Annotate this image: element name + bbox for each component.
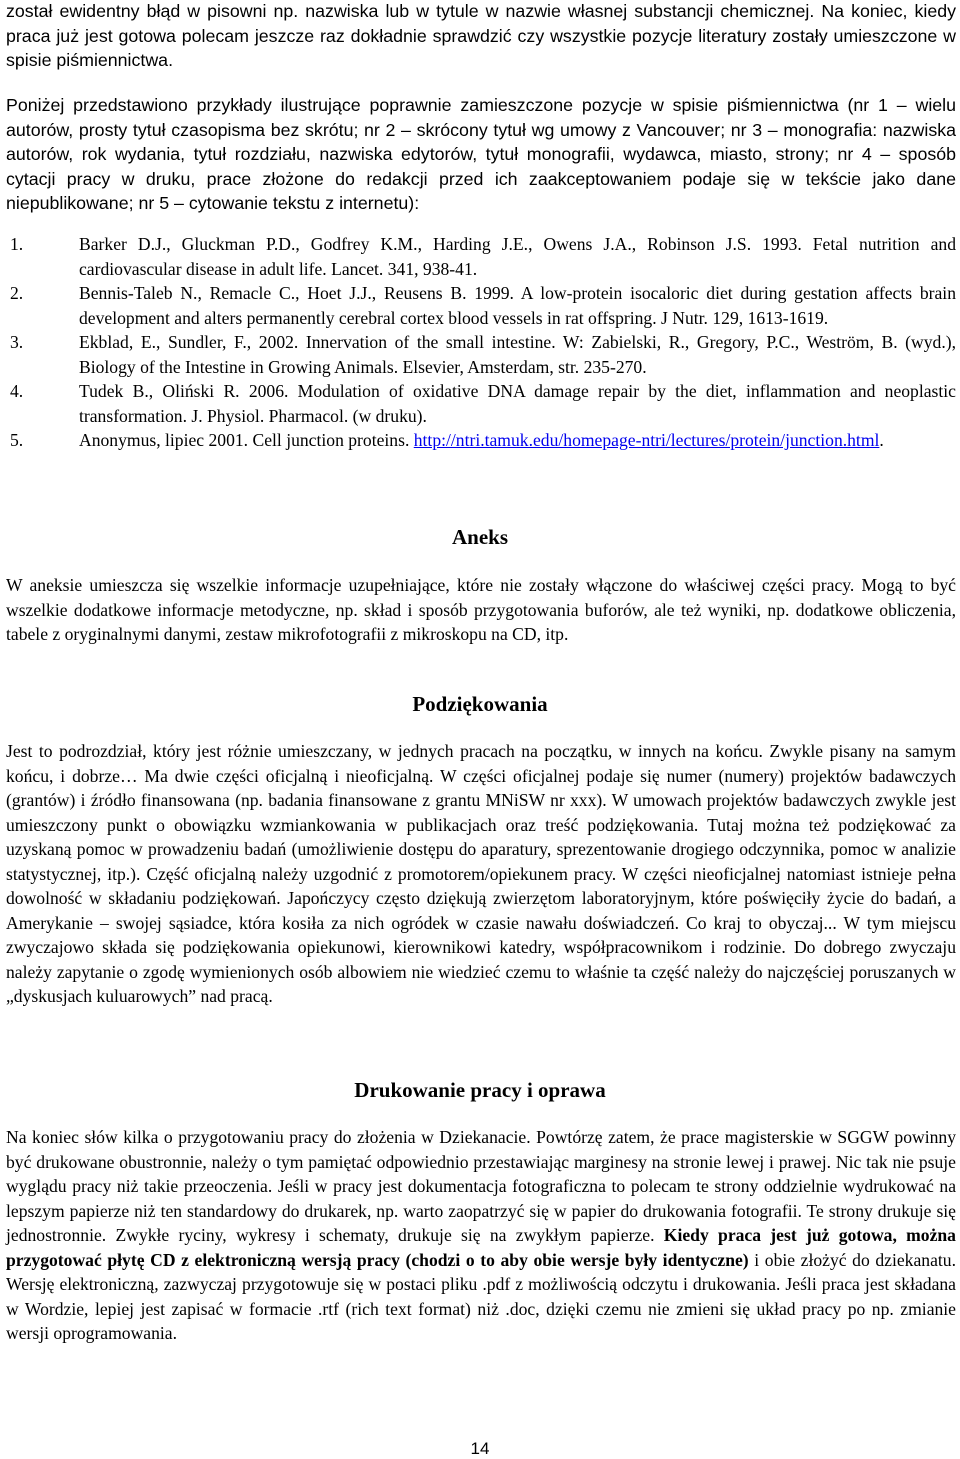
drukowanie-text-end: i obie złożyć do dziekanatu. Wersję elektroniczną, zazwyczaj przygotowuje się w postaci pliku .pdf z możliwością odczytu i drukowania. Jeśli praca jest składana w Wordzie, lepiej jest zapisać w formacie .rtf (rich text format) niż .doc, dzięki czemu nie zmieni się układ pracy po np. zmianie wersji oprogramowania. — [6, 1249, 956, 1343]
reference-item — [6, 232, 956, 281]
reference-number: 1. — [10, 234, 24, 254]
drukowanie-paragraph — [6, 1125, 956, 1346]
reference-text: Tudek B., Oliński R. 2006. Modulation of oxidative DNA damage repair by the diet, inflammation and neoplastic transformation. J. Physiol. Pharmacol. (w druku). — [79, 381, 956, 426]
reference-text-end: . — [879, 430, 884, 450]
reference-url-link[interactable]: http://ntri.tamuk.edu/homepage-ntri/lectures/protein/junction.html — [413, 430, 880, 450]
reference-text: Bennis-Taleb N., Remacle C., Hoet J.J., Reusens B. 1999. A low-protein isocaloric diet during gestation affects brain development and alters permanently cerebral cortex blood vessels in rat offspring. J Nutr. 129, 1613-1619. — [79, 283, 956, 328]
reference-number: 5. — [10, 430, 24, 450]
aneks-heading: Aneks — [451, 525, 509, 549]
examples-paragraph: Poniżej przedstawiono przykłady ilustrujące poprawnie zamieszczone pozycje w spisie piśmiennictwa (nr 1 – wielu autorów, prosty tytuł czasopisma bez skrótu; nr 2 – skrócony tytuł wg umowy z Vancouver; nr 3 – monografia: nazwiska autorów, rok wydania, tytuł rozdziału, nazwiska edytorów, tytuł monografii, wydawca, miasto, strony; nr 4 – sposób cytacji pracy w druku, prace złożone do redakcji przed ich zaakceptowaniem podaje się w tekście jako dane niepublikowane; nr 5 – cytowanie tekstu z internetu): — [6, 95, 956, 213]
drukowanie-text-start: Na koniec słów kilka o przygotowaniu pracy do złożenia w Dziekanacie. Powtórzę zatem, że prace magisterskie w SGGW powinny być drukowane obustronnie, należy o tym pamiętać odpowiednio przestawiając marginesy na stronie lewej i prawej. Nic tak nie psuje wyglądu pracy niż takie przeoczenia. Jeśli w pracy jest dokumentacja fotograficzna to polecam te strony oddzielnie wydrukować na lepszym papierze niż ten standardowy do drukarek, np. warto zaopatrzyć się w papier do drukowania fotografii. Te strony drukuje się jednostronnie. Zwykłe ryciny, wykresy i schematy, drukuje się na zwykłym papierze. — [6, 1127, 956, 1245]
reference-item — [6, 281, 956, 330]
reference-item — [6, 330, 956, 379]
reference-number: 2. — [10, 283, 24, 303]
reference-number: 4. — [10, 381, 24, 401]
drukowanie-heading: Drukowanie pracy i oprawa — [354, 1078, 606, 1102]
intro-paragraph: został ewidentny błąd w pisowni np. nazwiska lub w tytule w nazwie własnej substancji chemicznej. Na koniec, kiedy praca już jest gotowa polecam jeszcze raz dokładnie sprawdzić czy wszystkie pozycje literatury zostały umieszczone w spisie piśmiennictwa. — [6, 1, 956, 70]
aneks-paragraph: W aneksie umieszcza się wszelkie informacje uzupełniające, które nie zostały włączone do właściwej części pracy. Mogą to być wszelkie dodatkowe informacje metodyczne, np. skład i sposób przygotowania buforów, ale też wyniki, np. dodatkowe obliczenia, tabele z oryginalnymi danymi, zestaw mikrofotografii z mikroskopu na CD, itp. — [6, 575, 956, 644]
reference-text: Barker D.J., Gluckman P.D., Godfrey K.M., Harding J.E., Owens J.A., Robinson J.S. 1993. Fetal nutrition and cardiovascular disease in adult life. Lancet. 341, 938-41. — [79, 234, 956, 279]
podziekowania-paragraph: Jest to podrozdział, który jest różnie umieszczany, w jednych pracach na początku, w innych na końcu. Zwykle pisany na samym końcu, i dobrze… Ma dwie części oficjalną i nieoficjalną. W części oficjalnej podaje się numer (numery) projektów badawczych (grantów) i źródło finansowana (np. badania finansowane z grantu MNiSW nr xxx). W umowach projektów badawczych zwykle jest umieszczony punkt o obowiązku wzmiankowania w publikacjach oraz treść podziękowania. Tutaj można też podziękować za uzyskaną pomoc w prowadzeniu badań (umożliwienie dostępu do aparatury, sprezentowanie drogiego odczynnika, pomoc w analizie statystycznej, itp.). Część oficjalną należy uzgodnić z promotorem/opiekunem pracy. W części nieoficjalnej natomiast istnieje pełna dowolność w składaniu podziękowań. Japończycy często dziękują zwierzętom laboratoryjnym, które poświęciły życie do badań, a Amerykanie – swojej sąsiadce, która kosiła za nich ogródek w czasie nawału doświadczeń. Co kraj to obyczaj... W tym miejscu zwyczajowo składa się podziękowania opiekunowi, kierownikowi katedry, współpracownikom i rodzinie. Do dobrego zwyczaju należy zapytanie o zgodę wymienionych osób albowiem nie wiedzieć czemu to właśnie ta część należy do najczęściej poruszanych w „dyskusjach kuluarowych” nad pracą. — [6, 741, 956, 1006]
reference-item — [6, 428, 956, 453]
podziekowania-heading: Podziękowania — [412, 692, 548, 716]
reference-text: Ekblad, E., Sundler, F., 2002. Innervation of the small intestine. W: Zabielski, R., Gregory, P.C., Weström, B. (wyd.), Biology of the Intestine in Growing Animals. Elsevier, Amsterdam, str. 235-270. — [79, 332, 956, 377]
page-number: 14 — [470, 1439, 490, 1458]
reference-list — [6, 232, 956, 453]
drukowanie-text-bold: Kiedy praca jest już gotowa, można przygotować płytę CD z elektroniczną wersją pracy (chodzi o to aby obie wersje były identyczne) — [6, 1225, 956, 1270]
reference-text: Anonymus, lipiec 2001. Cell junction proteins. — [79, 430, 414, 450]
reference-item — [6, 379, 956, 428]
reference-number: 3. — [10, 332, 24, 352]
